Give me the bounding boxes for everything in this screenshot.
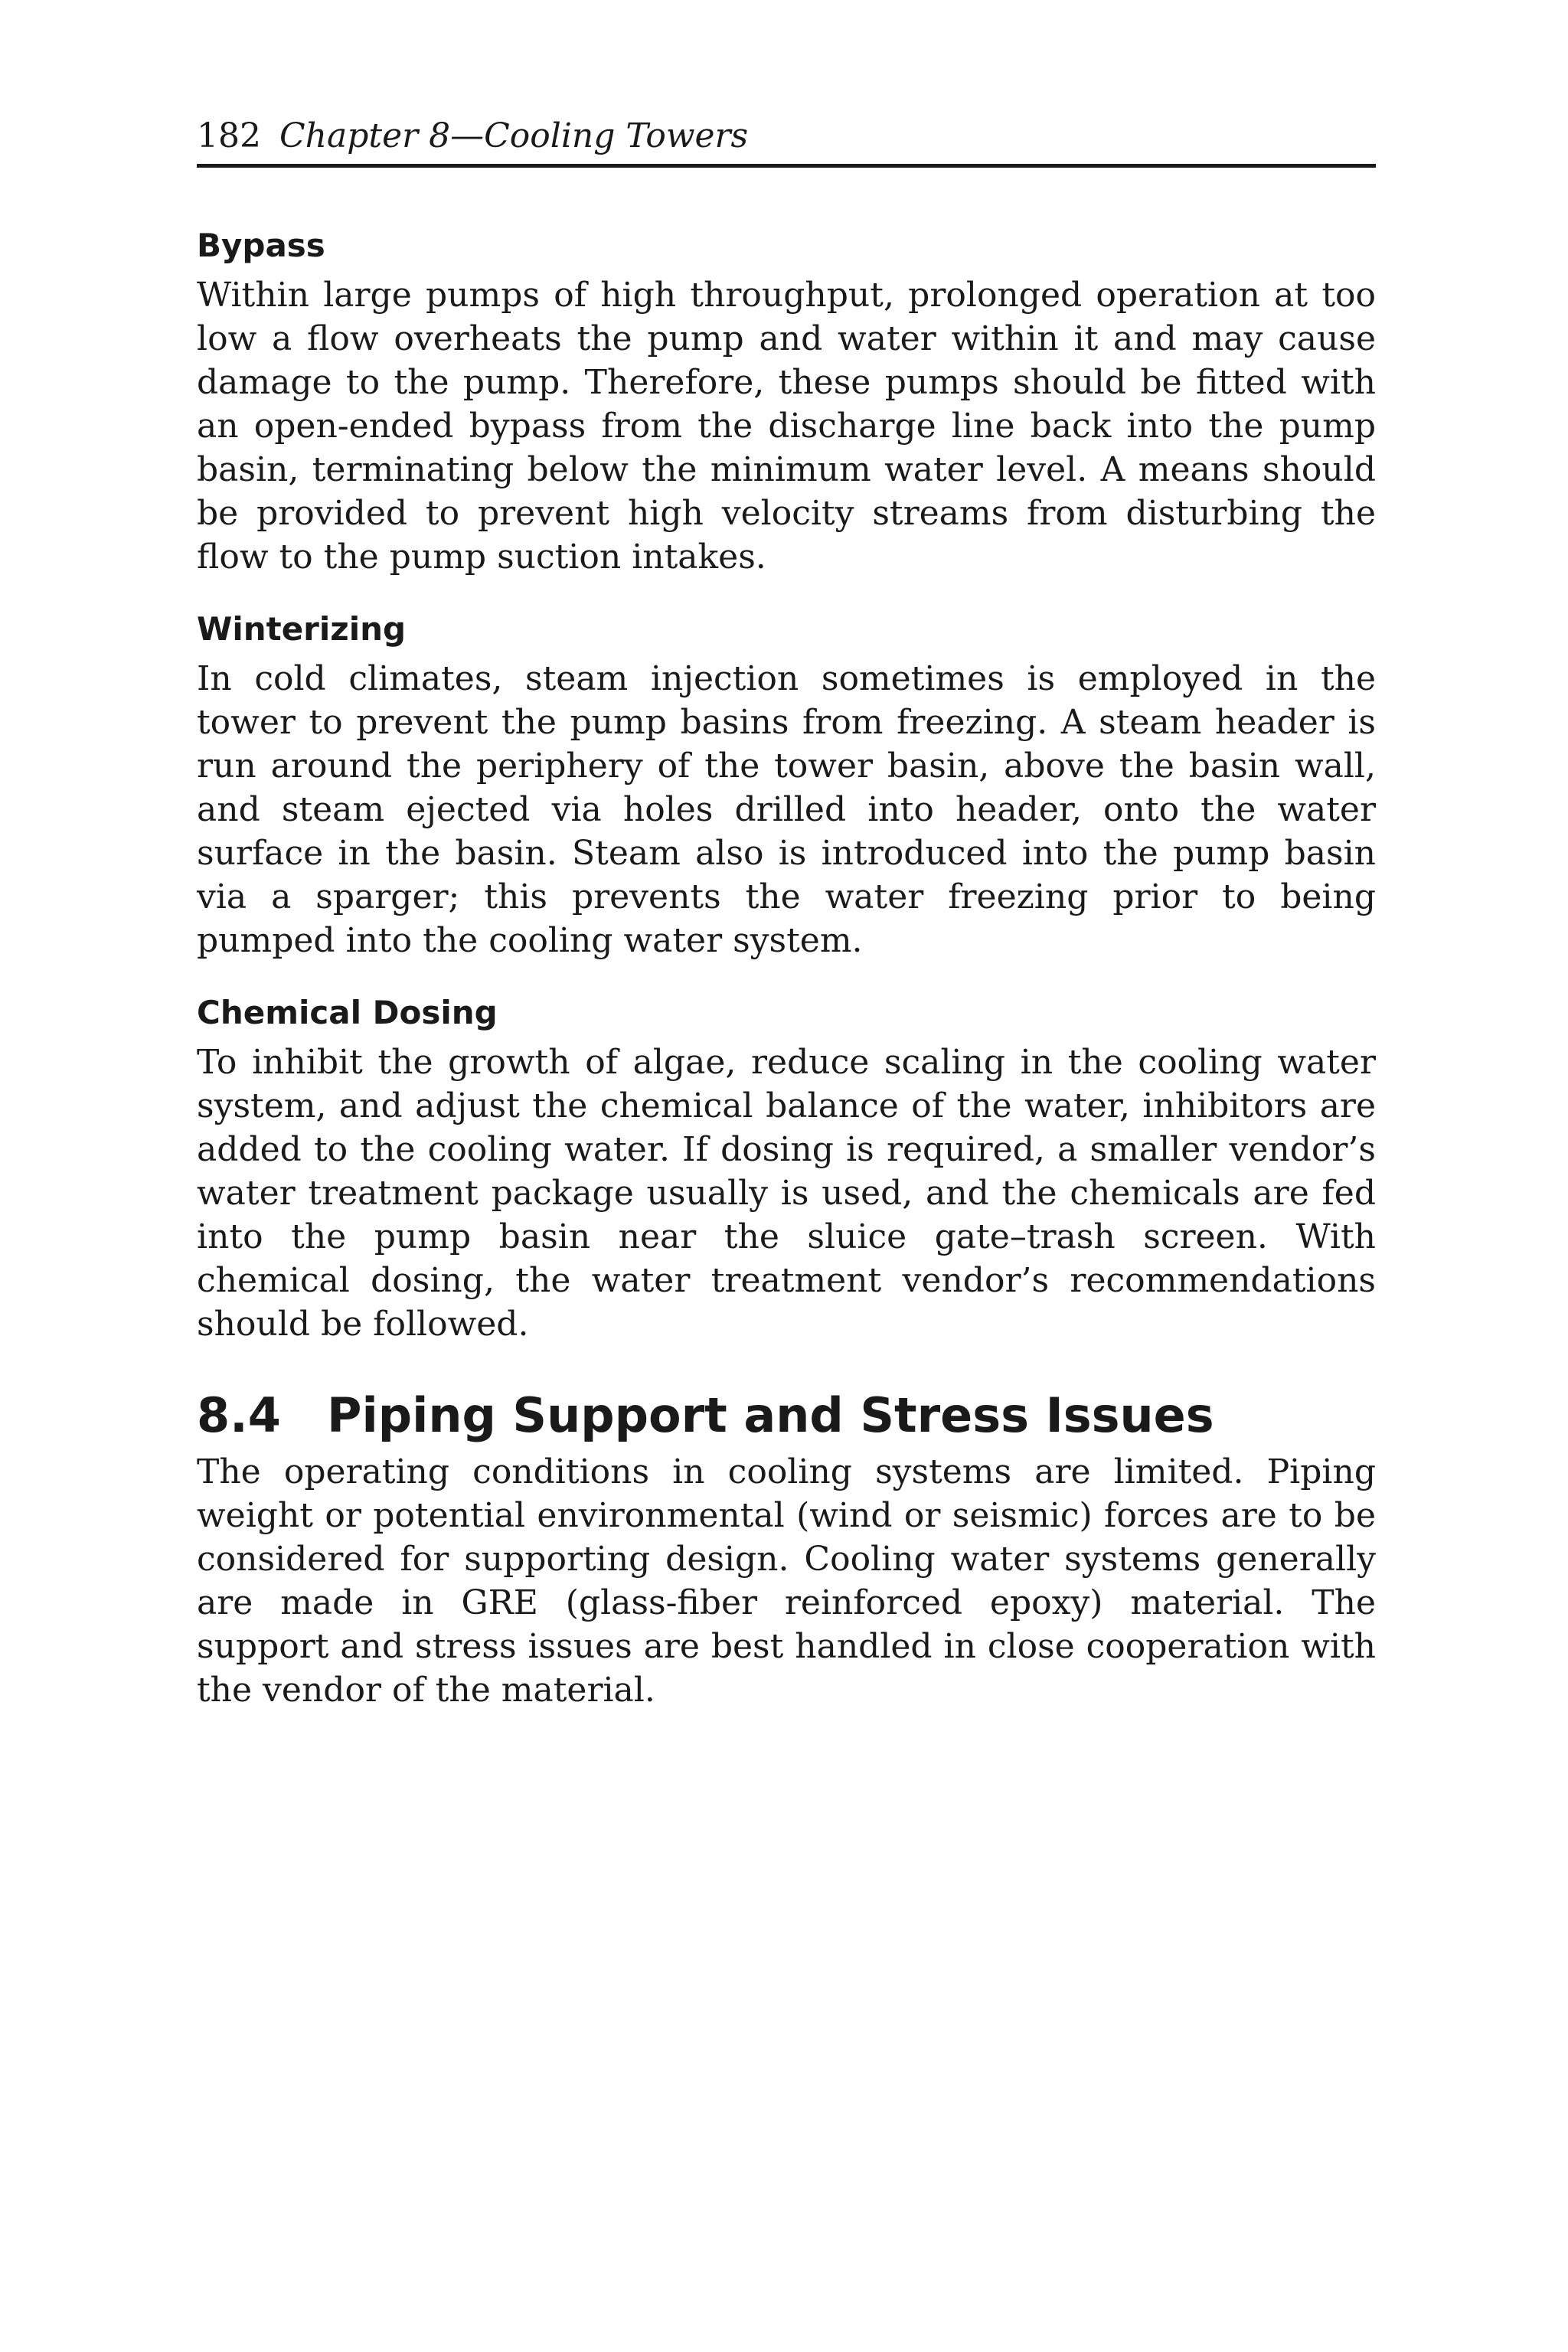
subsection-heading: Bypass [197,227,325,264]
book-page [197,115,1376,1712]
body-paragraph: The operating conditions in cooling systems are limited. Piping weight or potential environmental (wind or seismic) forces are to be considered for supporting design. Cooling water systems generally are made in GRE (glass-fiber reinforced epoxy) material. The support and stress issues are best handled in close cooperation with the vendor of the material. [197,1452,1376,1710]
subsection-winterizing [197,608,1376,962]
subsection-bypass [197,224,1376,579]
subsection-heading: Winterizing [197,610,407,648]
chapter-title: Chapter 8—Cooling Towers [279,116,749,155]
body-paragraph: To inhibit the growth of algae, reduce scaling in the cooling water system, and adjust the chemical balance of the water, inhibitors are added to the cooling water. If dosing is required, a smaller vendor’s water treatment package usually is used, and the chemicals are fed into the pump basin near the sluice gate–trash screen. With chemical dosing, the water treatment vendor’s recommendations should be followed. [197,1043,1376,1344]
subsection-heading: Chemical Dosing [197,994,498,1031]
section-number: 8.4 [197,1387,281,1443]
section-title: Piping Support and Stress Issues [327,1387,1214,1443]
subsection-chemical-dosing [197,991,1376,1346]
body-paragraph: Within large pumps of high throughput, prolonged operation at too low a flow overheats the pump and water within it and may cause damage to the pump. Therefore, these pumps should be fitted with an open-ended bypass from the discharge line back into the pump basin, terminating below the minimum water level. A means should be provided to prevent high velocity streams from disturbing the flow to the pump suction intakes. [197,276,1376,577]
section-8-4 [197,1386,1376,1712]
running-head [197,115,1376,168]
body-paragraph: In cold climates, steam injection sometimes is employed in the tower to prevent the pump basins from freezing. A steam header is run around the periphery of the tower basin, above the basin wall, and steam ejected via holes drilled into header, onto the water surface in the basin. Steam also is introduced into the pump basin via a sparger; this prevents the water freezing prior to being pumped into the cooling water system. [197,659,1376,960]
section-heading [197,1386,1376,1446]
page-number: 182 [197,116,261,155]
